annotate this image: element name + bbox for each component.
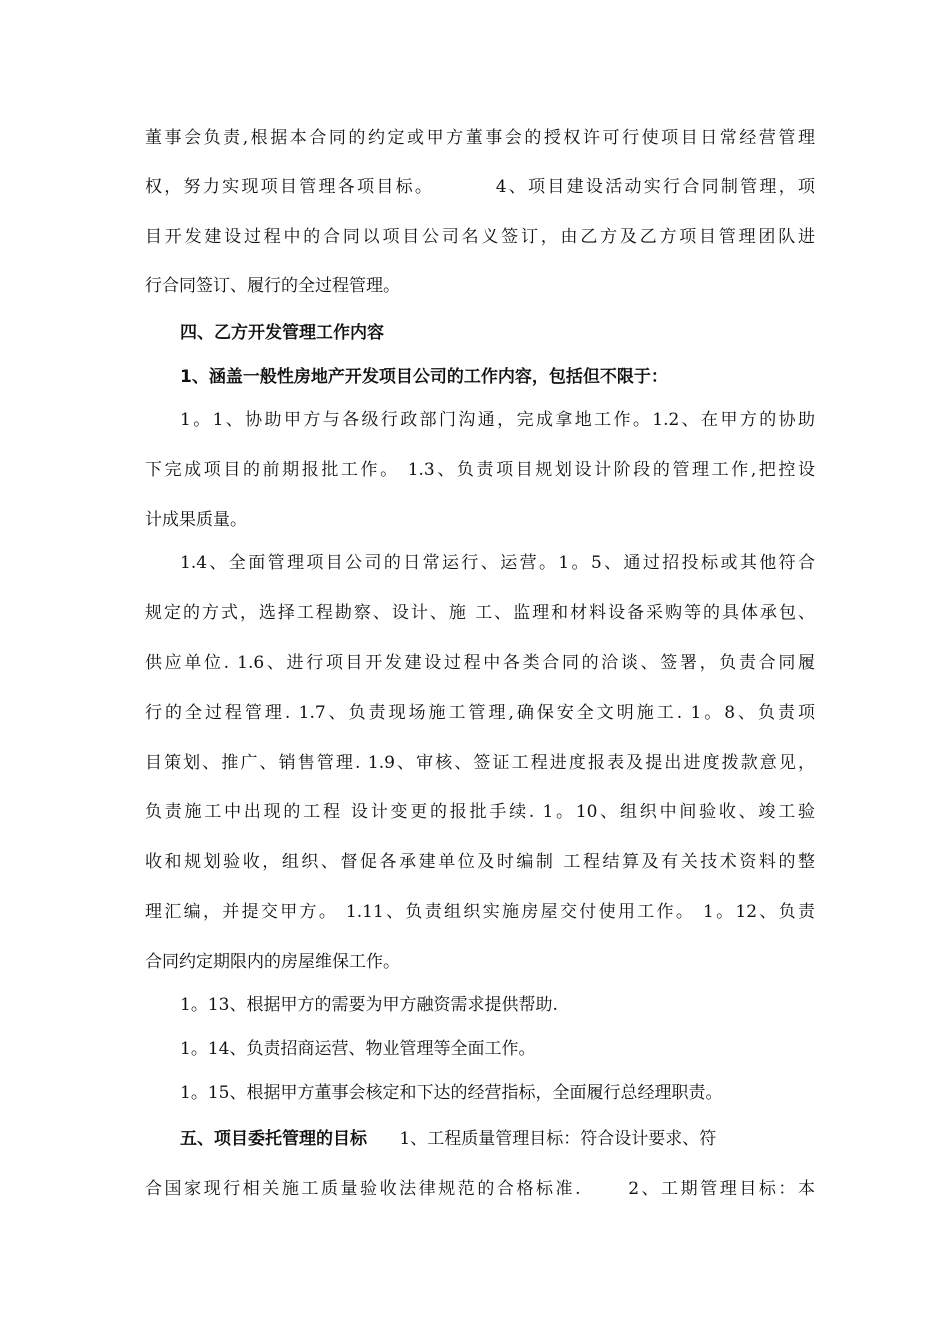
paragraph-line: 1.4、全面管理项目公司的日常运行、运营。1。5、通过招投标或其他符合 <box>180 553 815 573</box>
section-heading: 五、项目委托管理的目标 <box>180 1129 367 1149</box>
paragraph-line: 收和规划验收，组织、督促各承建单位及时编制 工程结算及有关技术资料的整 <box>145 852 815 872</box>
paragraph-line: 行合同签订、履行的全过程管理。 <box>145 276 400 296</box>
paragraph-line: 合同约定期限内的房屋维保工作。 <box>145 952 400 972</box>
paragraph-line: 1。14、负责招商运营、物业管理等全面工作。 <box>180 1039 536 1059</box>
paragraph-line: 规定的方式，选择工程勘察、设计、施 工、监理和材料设备采购等的具体承包、 <box>145 603 815 623</box>
subsection-heading: 1、涵盖一般性房地产开发项目公司的工作内容，包括但不限于： <box>180 367 668 387</box>
paragraph-line: 目策划、推广、销售管理. 1.9、审核、签证工程进度报表及提出进度拨款意见， <box>145 753 815 773</box>
paragraph-line: 负责施工中出现的工程 设计变更的报批手续. 1。10、组织中间验收、竣工验 <box>145 802 815 822</box>
paragraph-line: 行的全过程管理. 1.7、负责现场施工管理,确保安全文明施工. 1。8、负责项 <box>145 703 815 723</box>
paragraph-line: 董事会负责,根据本合同的约定或甲方董事会的授权许可行使项目日常经营管理 <box>145 128 815 148</box>
paragraph-line: 合国家现行相关施工质量验收法律规范的合格标准. 2、工期管理目标：本 <box>145 1179 815 1199</box>
paragraph-line: 下完成项目的前期报批工作。 1.3、负责项目规划设计阶段的管理工作,把控设 <box>145 460 815 480</box>
paragraph-line: 目开发建设过程中的合同以项目公司名义签订，由乙方及乙方项目管理团队进 <box>145 227 815 247</box>
paragraph-line: 理汇编，并提交甲方。 1.11、负责组织实施房屋交付使用工作。 1。12、负责 <box>145 902 815 922</box>
section-heading: 四、乙方开发管理工作内容 <box>180 323 384 343</box>
paragraph-text: 1、工程质量管理目标：符合设计要求、符 <box>367 1129 717 1149</box>
paragraph-line: 计成果质量。 <box>145 510 247 530</box>
paragraph-line: 1。15、根据甲方董事会核定和下达的经营指标，全面履行总经理职责。 <box>180 1083 723 1103</box>
paragraph-line: 1。1、协助甲方与各级行政部门沟通，完成拿地工作。1.2、在甲方的协助 <box>180 410 815 430</box>
paragraph-line: 1。13、根据甲方的需要为甲方融资需求提供帮助. <box>180 995 558 1015</box>
paragraph-line: 供应单位. 1.6、进行项目开发建设过程中各类合同的洽谈、签署，负责合同履 <box>145 653 815 673</box>
section-five-line <box>180 1127 815 1151</box>
paragraph-line: 权，努力实现项目管理各项目标。 4、项目建设活动实行合同制管理，项 <box>145 177 815 197</box>
